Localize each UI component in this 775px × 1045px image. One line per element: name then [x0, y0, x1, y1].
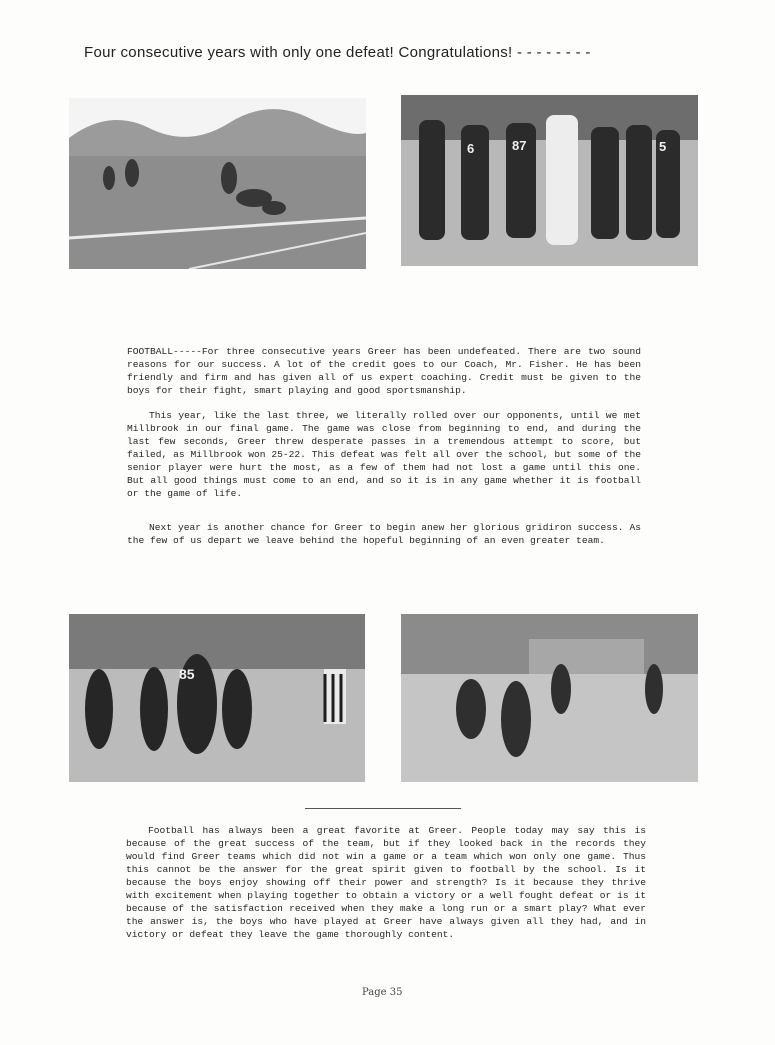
- photo-field-tackle: [69, 98, 366, 269]
- jersey-87: 87: [512, 138, 527, 153]
- section-divider: [305, 808, 461, 809]
- article-paragraph-2: This year, like the last three, we literally rolled over our opponents, until we met Millbrook in our final game. The game was close from beginning to end, and during the last few seconds, Greer threw desperate passes in a tremendous attempt to score, but failed, as Millbrook won 25-22. This defeat was felt all over the school, but some of the senior player were hurt the most, as a few of them had not lost a game until this one. But all good things must come to an end, and so it is in any game whether it is football or the game of life.: [127, 410, 641, 499]
- jersey-85: 85: [179, 666, 195, 682]
- closing-body: [126, 824, 646, 941]
- jersey-6: 6: [467, 141, 475, 156]
- photo-game-referee: [69, 614, 365, 782]
- jersey-5: 5: [659, 139, 667, 154]
- article-paragraph-1: FOOTBALL-----For three consecutive years Greer has been undefeated. There are two sound reasons for our success. A lot of the credit goes to our Coach, Mr. Fisher. He has been friendly and firm and has given all of us expert coaching. Credit must be given to the boys for their fight, smart playing and good sportsmanship.: [127, 346, 641, 396]
- photo-players-running: [401, 614, 698, 782]
- page-headline: Four consecutive years with only one defeat! Congratulations! - - - - - - - -: [84, 44, 591, 61]
- photo-team-huddle: [401, 95, 698, 266]
- closing-paragraph: Football has always been a great favorite at Greer. People today may say this is because of the great success of the team, but if they looked back in the records they would find Greer teams which did not win a game or a team which won only one game. Thus this cannot be the answer for the great spirit given to football by the school. Is it because the boys enjoy showing off their power and strength? Is it because they thrive with excitement when playing together to obtain a victory or a well fought defeat or is it because of the satisfaction received when they make a long run or a smart play? What ever the answer is, the boys who have played at Greer have always given all they had, and in victory or defeat they leave the game thoroughly content.: [126, 825, 646, 940]
- article-paragraph-3: Next year is another chance for Greer to begin anew her glorious gridiron success. As the few of us depart we leave behind the hopeful beginning of an even greater team.: [127, 522, 641, 546]
- page-number: Page 35: [362, 987, 403, 998]
- article-body: [127, 345, 641, 547]
